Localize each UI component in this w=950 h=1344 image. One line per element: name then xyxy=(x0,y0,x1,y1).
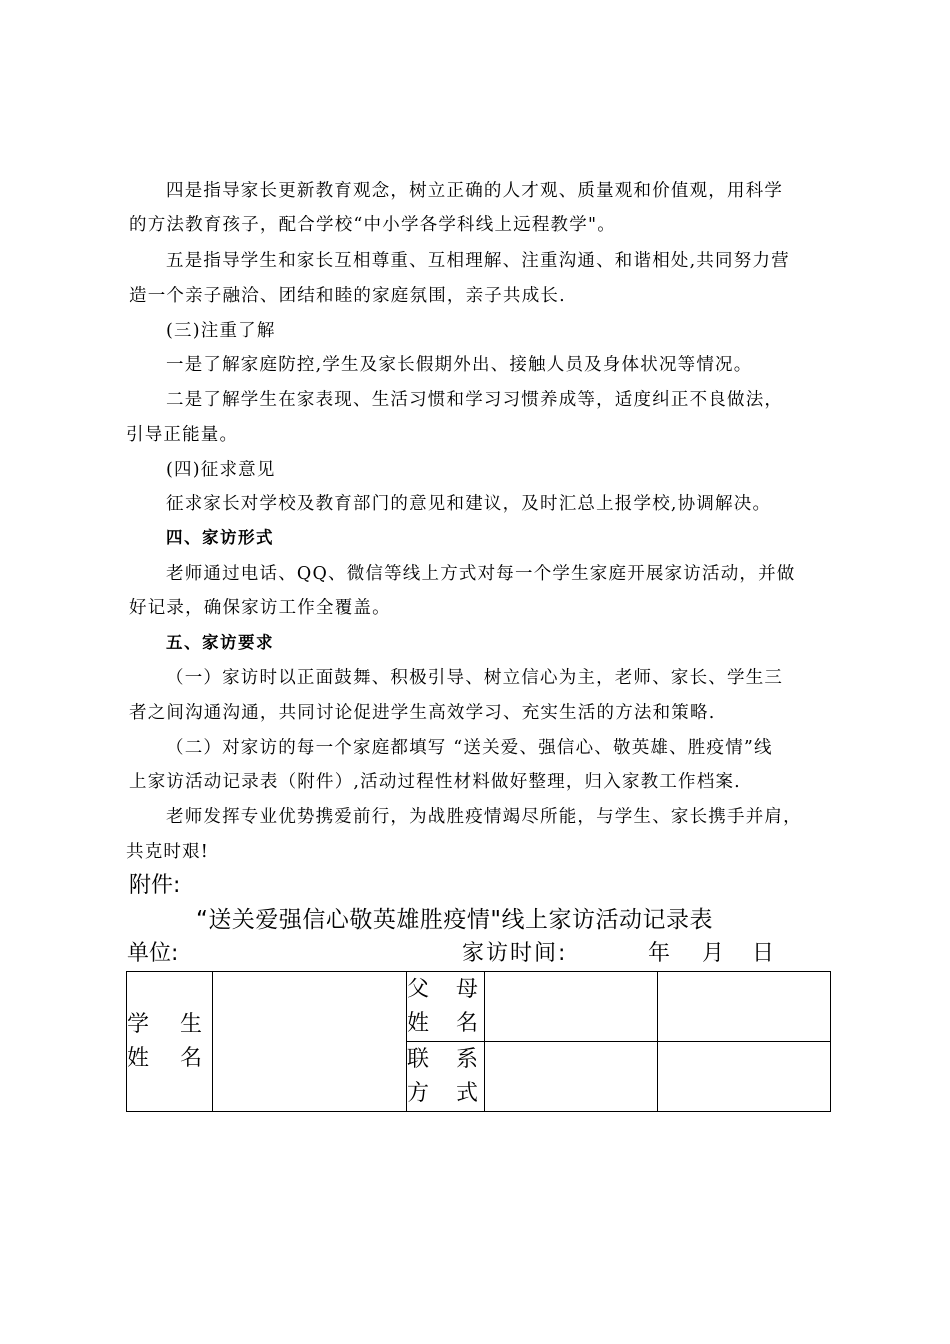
month-label: 月 xyxy=(702,941,725,966)
parent-name-value-cell-1[interactable] xyxy=(485,972,658,1042)
paragraph-req-2-line-2: 上家访活动记录表（附件）,活动过程性材料做好整理，归入家教工作档案. xyxy=(129,772,741,792)
parent-name-label-cell xyxy=(407,972,488,1042)
section-5-heading: 五、家访要求 xyxy=(166,633,274,652)
year-label: 年 xyxy=(648,941,671,966)
unit-label: 单位: xyxy=(127,941,179,966)
parent-name-label-line-2: 姓 名 xyxy=(407,1010,488,1036)
contact-value-cell-2[interactable] xyxy=(658,1042,831,1112)
paragraph-5-line-2: 造一个亲子融洽、团结和睦的家庭氛围，亲子共成长. xyxy=(129,286,566,306)
paragraph-req-1-line-2: 者之间沟通沟通，共同讨论促进学生高效学习、充实生活的方法和策略. xyxy=(129,703,716,723)
student-name-label-cell xyxy=(127,972,213,1112)
paragraph-closing-line-1: 老师发挥专业优势携爱前行，为战胜疫情竭尽所能，与学生、家长携手并肩， xyxy=(166,807,802,827)
paragraph-understand-2-line-2: 引导正能量。 xyxy=(126,425,239,445)
paragraph-5-line-1: 五是指导学生和家长互相尊重、互相理解、注重沟通、和谐相处,共同努力营 xyxy=(166,251,790,271)
subheading-3: (三)注重了解 xyxy=(166,321,276,341)
attachment-label: 附件: xyxy=(129,873,181,898)
contact-label-line-1: 联 系 xyxy=(407,1046,488,1072)
paragraph-understand-1: 一是了解家庭防控,学生及家长假期外出、接触人员及身体状况等情况。 xyxy=(166,355,753,375)
contact-label-cell xyxy=(407,1042,488,1112)
paragraph-understand-2-line-1: 二是了解学生在家表现、生活习惯和学习习惯养成等，适度纠正不良做法， xyxy=(166,390,784,410)
record-table xyxy=(126,971,831,1112)
record-form-title: “送关爱强信心敬英雄胜疫情"线上家访活动记录表 xyxy=(196,907,713,933)
paragraph-opinions: 征求家长对学校及教育部门的意见和建议，及时汇总上报学校,协调解决。 xyxy=(166,494,772,514)
contact-label-line-2: 方 式 xyxy=(407,1080,488,1106)
paragraph-form-line-2: 好记录，确保家访工作全覆盖。 xyxy=(129,598,391,618)
subheading-4: (四)征求意见 xyxy=(166,460,276,480)
paragraph-req-1-line-1: （一）家访时以正面鼓舞、积极引导、树立信心为主，老师、家长、学生三 xyxy=(166,668,784,688)
day-label: 日 xyxy=(752,941,775,966)
paragraph-4-line-1: 四是指导家长更新教育观念，树立正确的人才观、质量观和价值观，用科学 xyxy=(166,181,784,201)
paragraph-4-line-2: 的方法教育孩子，配合学校“中小学各学科线上远程教学"。 xyxy=(129,215,616,235)
student-name-label-line-2: 姓 名 xyxy=(127,1045,214,1071)
visit-time-label: 家访时间: xyxy=(462,941,568,966)
parent-name-label-line-1: 父 母 xyxy=(407,976,488,1002)
student-name-value-cell[interactable] xyxy=(213,972,407,1112)
parent-name-value-cell-2[interactable] xyxy=(658,972,831,1042)
student-name-label-line-1: 学 生 xyxy=(127,1011,214,1037)
paragraph-req-2-line-1: （二）对家访的每一个家庭都填写 “送关爱、强信心、敬英雄、胜疫情”线 xyxy=(166,738,773,758)
section-4-heading: 四、家访形式 xyxy=(166,528,274,547)
paragraph-form-line-1: 老师通过电话、QQ、微信等线上方式对每一个学生家庭开展家访活动，并做 xyxy=(166,564,796,584)
contact-value-cell-1[interactable] xyxy=(485,1042,658,1112)
paragraph-closing-line-2: 共克时艰! xyxy=(126,842,210,862)
